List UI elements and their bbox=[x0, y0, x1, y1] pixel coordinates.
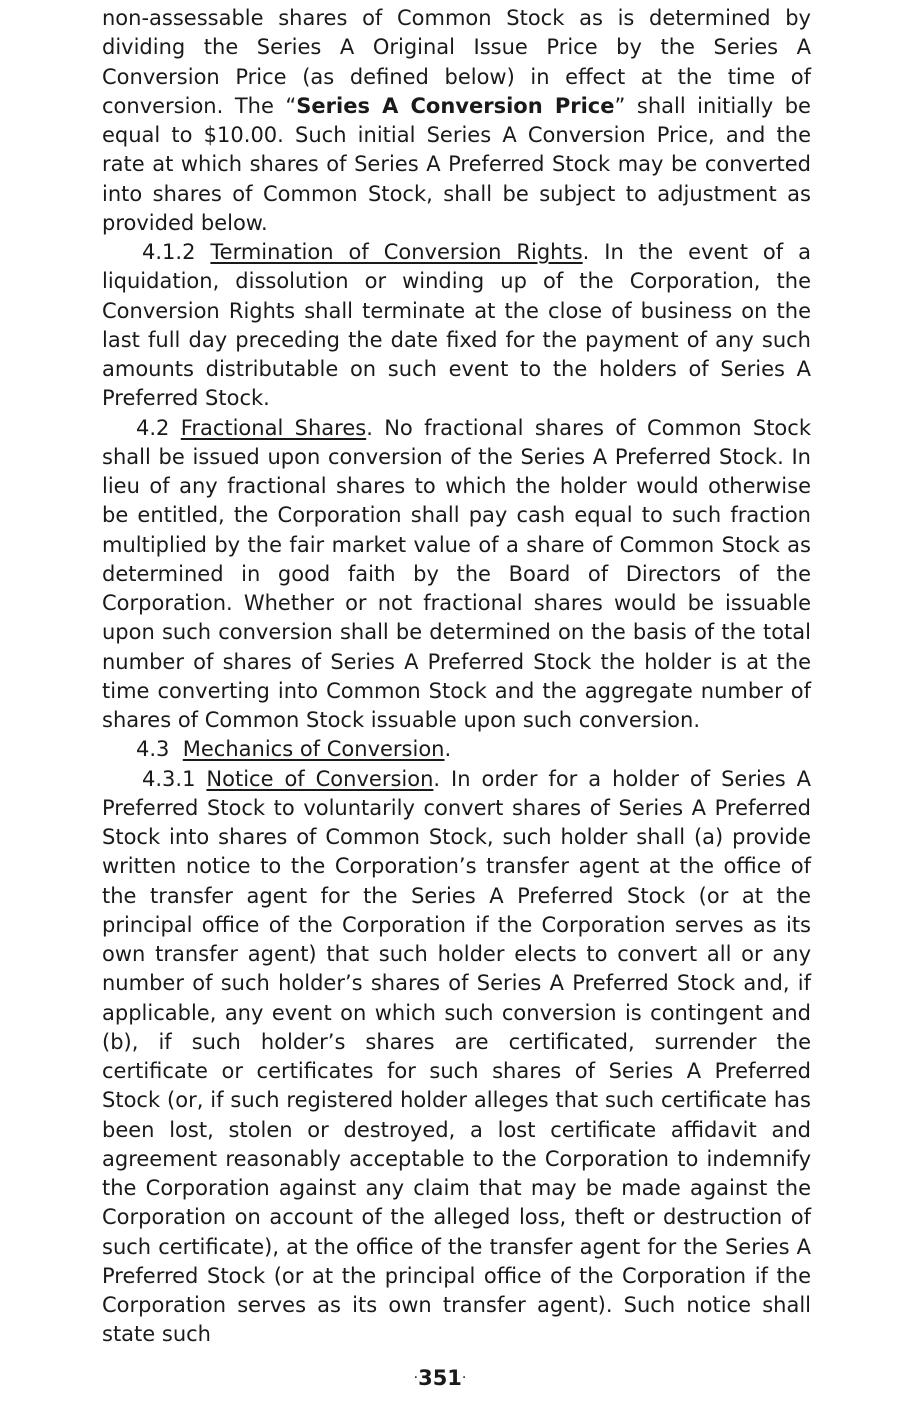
section-body: . bbox=[444, 737, 452, 762]
section-body: . In order for a holder of Series A Preferred Stock to voluntarily convert shares of Series A Preferred Stock into shares of Common Stock, such holder shall (a) provide written notice to the Corporation’s transfer agent at the office of the transfer agent for the Series A Preferred Stock (or at the principal office of the Corporation if the Corporation serves as its own transfer agent) that such holder elects to convert all or any number of such holder’s shares of Series A Preferred Stock and, if applicable, any event on which such conversion is contingent and (b), if such holder’s shares are certificated, surrender the certificate or certificates for such shares of Series A Preferred Stock (or, if such registered holder alleges that such certificate has been lost, stolen or destroyed, a lost certificate affidavit and agreement reasonably acceptable to the Corporation to indemnify the Corporation against any claim that may be made against the Corporation on account of the alleged loss, theft or destruction of such certificate), at the office of the transfer agent for the Series A Preferred Stock (or at the principal office of the Corporation if the Corporation serves as its own transfer agent). Such notice shall state such bbox=[102, 766, 812, 1347]
section-number: 4.1.2 bbox=[142, 240, 196, 264]
page-body bbox=[102, 4, 811, 1350]
section-number: 4.3 bbox=[136, 737, 170, 762]
section-heading: Termination of Conversion Rights bbox=[210, 240, 583, 264]
paragraph-text: non-assessable shares of Common Stock as is determined by dividing the Series A Original Issue Price by the Series A Conversion Price (as defined below) in effect at the time of conversion. The “ bbox=[102, 6, 811, 118]
section-4-2 bbox=[102, 414, 811, 736]
page-number-value: 351 bbox=[418, 1366, 462, 1390]
paragraph-text: ” shall initially be equal to $10.00. Such initial Series A Conversion Price, and the rate at which shares of Series A Preferred Stock may be converted into shares of Common Stock, shall be subject to adjustment as provided below. bbox=[102, 93, 811, 235]
section-body: . No fractional shares of Common Stock shall be issued upon conversion of the Series A Preferred Stock. In lieu of any fractional shares to which the holder would otherwise be entitled, the Corporation shall pay cash equal to such fraction multiplied by the fair market value of a share of Common Stock as determined in good faith by the Board of Directors of the Corporation. Whether or not fractional shares would be issuable upon such conversion shall be determined on the basis of the total number of shares of Series A Preferred Stock the holder is at the time converting into Common Stock and the aggregate number of shares of Common Stock issuable upon such conversion. bbox=[102, 415, 811, 732]
section-number: 4.3.1 bbox=[142, 766, 196, 791]
section-body: . In the event of a liquidation, dissolution or winding up of the Corporation, the Conversion Rights shall terminate at the close of business on the last full day preceding the date fixed for the payment of any such amounts distributable on such event to the holders of Series A Preferred Stock. bbox=[102, 240, 811, 411]
section-heading: Mechanics of Conversion bbox=[182, 737, 445, 762]
defined-term: Series A Conversion Price bbox=[296, 93, 615, 118]
page-number: ·351· bbox=[413, 1366, 467, 1390]
section-heading: Notice of Conversion bbox=[206, 766, 434, 791]
paragraph-continued bbox=[102, 4, 811, 238]
section-4-3 bbox=[102, 735, 811, 764]
section-number: 4.2 bbox=[136, 415, 170, 440]
section-heading: Fractional Shares bbox=[180, 415, 367, 440]
section-4-3-1 bbox=[102, 765, 811, 1350]
section-4-1-2 bbox=[102, 238, 811, 414]
